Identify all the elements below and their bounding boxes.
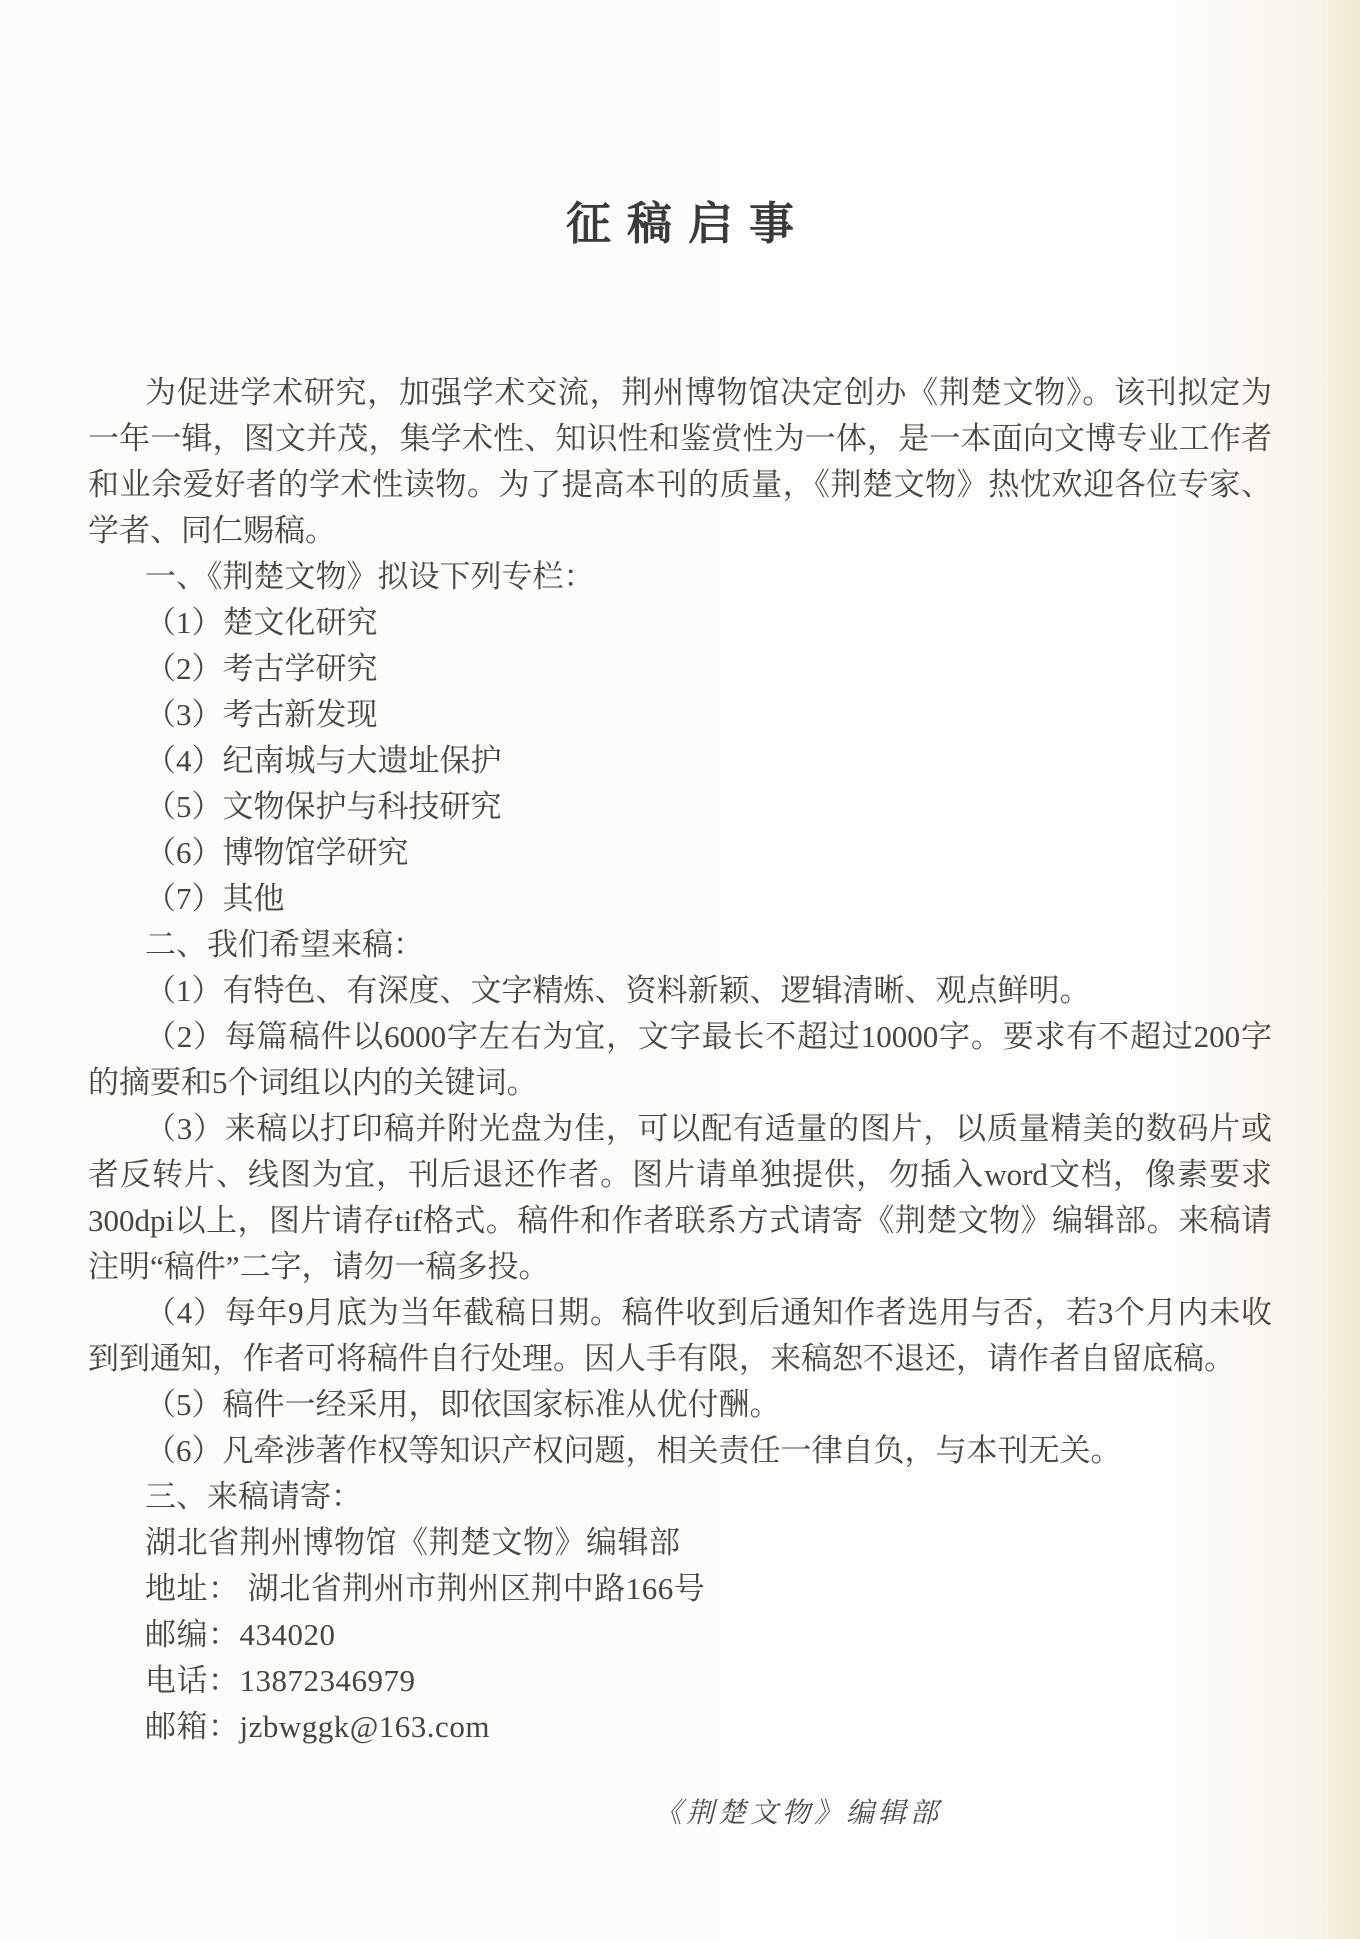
phone-line: 电话：13872346979 [145, 1663, 416, 1698]
column-item-4: （4）纪南城与大遗址保护 [145, 743, 502, 778]
contact-block [88, 1520, 1272, 1750]
column-item-2: （2）考古学研究 [145, 651, 378, 686]
editorial-address-line: 湖北省荆州博物馆《荆楚文物》编辑部 [145, 1525, 681, 1560]
notice-title: 征稿启事 [565, 199, 810, 249]
requirement-item-2: （2）每篇稿件以6000字左右为宜，文字最长不超过10000字。要求有不超过200字的摘要和5个词组以内的关键词。 [88, 1019, 1272, 1100]
section-3-heading: 三、来稿请寄： [145, 1479, 362, 1514]
column-item-5: （5）文物保护与科技研究 [145, 789, 502, 824]
column-item-1: （1）楚文化研究 [145, 605, 378, 640]
column-item-6: （6）博物馆学研究 [145, 835, 409, 870]
email-line: 邮箱：jzbwggk@163.com [145, 1709, 490, 1744]
column-item-7: （7）其他 [145, 881, 285, 916]
intro-paragraph: 为促进学术研究，加强学术交流，荆州博物馆决定创办《荆楚文物》。该刊拟定为一年一辑，图文并茂，集学术性、知识性和鉴赏性为一体，是一本面向文博专业工作者和业余爱好者的学术性读物。为了提高本刊的质量，《荆楚文物》热忱欢迎各位专家、学者、同仁赐稿。 [88, 375, 1272, 548]
requirement-item-5: （5）稿件一经采用，即依国家标准从优付酬。 [145, 1387, 781, 1422]
requirement-item-3: （3）来稿以打印稿并附光盘为佳，可以配有适量的图片，以质量精美的数码片或者反转片、线图为宜，刊后退还作者。图片请单独提供，勿插入word文档，像素要求300dpi以上，图片请存tif格式。稿件和作者联系方式请寄《荆楚文物》编辑部。来稿请注明“稿件”二字，请勿一稿多投。 [88, 1111, 1272, 1284]
section-2-heading: 二、我们希望来稿： [145, 927, 424, 962]
requirement-item-4: （4）每年9月底为当年截稿日期。稿件收到后通知作者选用与否，若3个月内未收到到通知，作者可将稿件自行处理。因人手有限，来稿恕不退还，请作者自留底稿。 [88, 1295, 1272, 1376]
address-line: 地址： 湖北省荆州市荆州区荆中路166号 [145, 1571, 706, 1606]
postcode-line: 邮编：434020 [145, 1617, 336, 1652]
column-item-3: （3）考古新发现 [145, 697, 378, 732]
notice-body [88, 370, 1272, 1750]
requirement-item-1: （1）有特色、有深度、文字精炼、资料新颖、逻辑清晰、观点鲜明。 [145, 973, 1091, 1008]
signature: 《荆楚文物》编辑部 [653, 1798, 942, 1829]
requirement-item-6: （6）凡牵涉著作权等知识产权问题，相关责任一律自负，与本刊无关。 [145, 1433, 1122, 1468]
section-1-heading: 一、《荆楚文物》拟设下列专栏： [145, 559, 595, 594]
